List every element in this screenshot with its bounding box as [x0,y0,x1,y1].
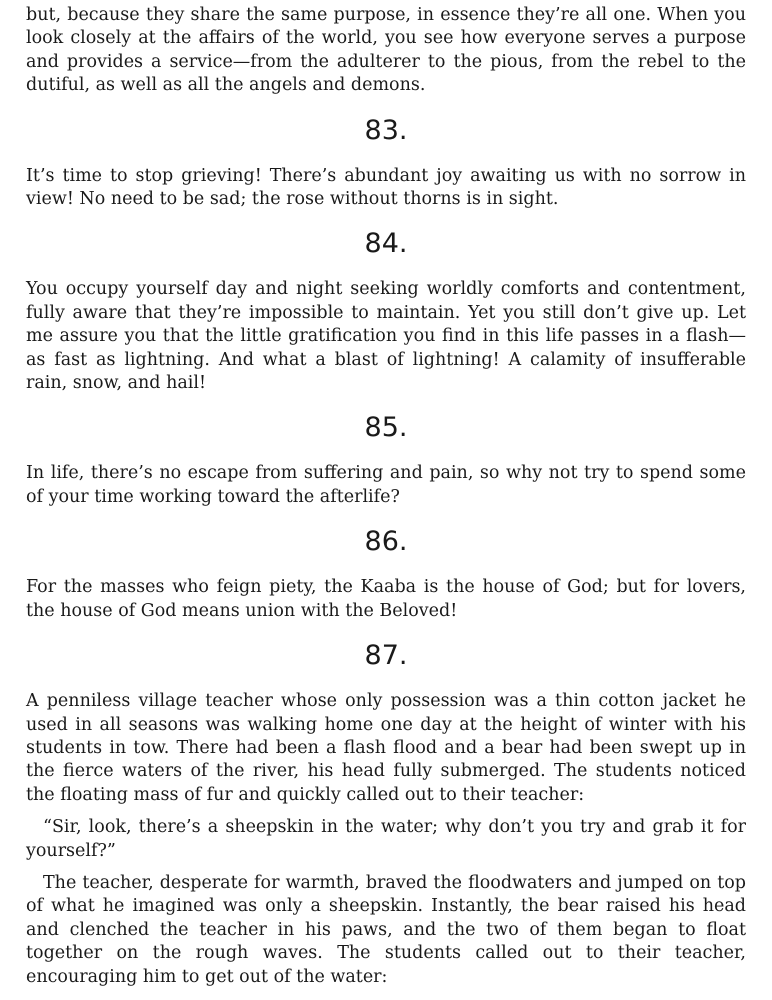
paragraph-84: You occupy yourself day and night seeking worldly comforts and contentment, fully aware that they’re impossible to maintain. Yet you still don’t give up. Let me assure you that the little gratification you find in this life passes in a flash—as fast as lightning. And what a blast of lightning! A calamity of insufferable rain, snow, and hail! [26,279,746,394]
section-number-86: 86. [364,526,408,558]
paragraph-85: In life, there’s no escape from suffering and pain, so why not try to spend some of your time working toward the afterlife? [26,463,746,507]
section-number-87: 87. [364,640,408,672]
section-number-84: 84. [364,228,408,260]
section-number-83: 83. [364,114,408,146]
section-number-85: 85. [364,412,408,444]
paragraph-87-teacher-jumps: The teacher, desperate for warmth, braved the floodwaters and jumped on top of what he imagined was only a sheepskin. Instantly, the bear raised his head and clenched the teacher in his paws, and the two of them began to float together on the rough waves. The students called out to their teacher, encouraging him to get out of the water: [26,872,746,987]
paragraph-87-students-call: “Sir, look, there’s a sheepskin in the water; why don’t you try and grab it for yourself?” [26,817,746,861]
paragraph-87-story: A penniless village teacher whose only possession was a thin cotton jacket he used in all seasons was walking home one day at the height of winter with his students in tow. There had been a flash flood and a bear had been swept up in the fierce waters of the river, his head fully submerged. The students noticed the floating mass of fur and quickly called out to their teacher: [26,691,746,805]
paragraph-86: For the masses who feign piety, the Kaaba is the house of God; but for lovers, the house of God means union with the Beloved! [26,577,746,621]
paragraph-continued: but, because they share the same purpose, in essence they’re all one. When you look closely at the affairs of the world, you see how everyone serves a purpose and provides a service—from the adulterer to the pious, from the rebel to the dutiful, as well as all the angels and demons. [26,5,746,96]
paragraph-83: It’s time to stop grieving! There’s abundant joy awaiting us with no sorrow in view! No need to be sad; the rose without thorns is in sight. [26,165,746,210]
